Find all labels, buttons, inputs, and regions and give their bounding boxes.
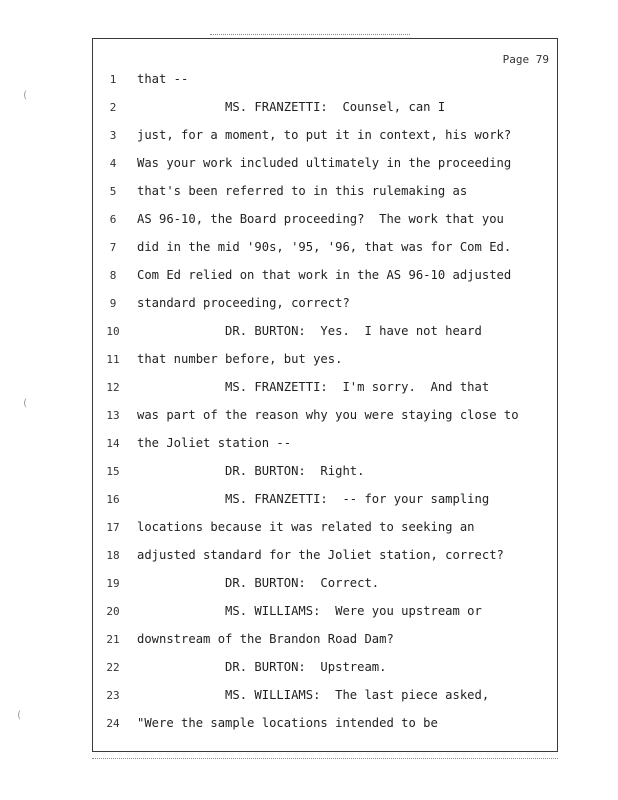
line-number: 2 (109, 101, 117, 114)
line-number: 15 (106, 465, 120, 478)
hole-punch-mark: ( (22, 90, 29, 101)
footer-scan-rule (92, 758, 558, 759)
transcript-line: DR. BURTON: Right. (137, 464, 365, 478)
transcript-line: just, for a moment, to put it in context, his work? (137, 128, 512, 142)
line-number: 12 (106, 381, 120, 394)
line-number: 19 (106, 577, 120, 590)
line-number: 13 (106, 409, 120, 422)
line-number: 21 (106, 633, 120, 646)
transcript-line: AS 96-10, the Board proceeding? The work that you (137, 212, 504, 226)
line-number: 1 (109, 73, 117, 86)
line-number: 11 (106, 353, 120, 366)
transcript-page (92, 38, 558, 752)
transcript-line: downstream of the Brandon Road Dam? (137, 632, 394, 646)
transcript-line: DR. BURTON: Upstream. (137, 660, 387, 674)
line-number: 16 (106, 493, 120, 506)
line-number: 18 (106, 549, 120, 562)
line-number: 10 (106, 325, 120, 338)
transcript-line: DR. BURTON: Yes. I have not heard (137, 324, 482, 338)
transcript-line: MS. FRANZETTI: -- for your sampling (137, 492, 490, 506)
hole-punch-mark: ( (22, 398, 29, 409)
line-number: 14 (106, 437, 120, 450)
transcript-line: DR. BURTON: Correct. (137, 576, 380, 590)
line-number: 23 (106, 689, 120, 702)
line-number: 7 (109, 241, 117, 254)
line-number: 20 (106, 605, 120, 618)
line-number: 3 (109, 129, 117, 142)
transcript-line: Com Ed relied on that work in the AS 96-10 adjusted (137, 268, 512, 282)
line-number: 4 (109, 157, 117, 170)
transcript-line: MS. FRANZETTI: Counsel, can I (137, 100, 446, 114)
transcript-line: "Were the sample locations intended to be (137, 716, 438, 730)
transcript-line: that -- (137, 72, 189, 86)
transcript-line: did in the mid '90s, '95, '96, that was for Com Ed. (137, 240, 512, 254)
transcript-line: that's been referred to in this rulemaking as (137, 184, 468, 198)
line-number: 5 (109, 185, 117, 198)
header-scan-rule (210, 34, 410, 35)
transcript-line: standard proceeding, correct? (137, 296, 350, 310)
transcript-line: that number before, but yes. (137, 352, 343, 366)
line-number: 9 (109, 297, 117, 310)
transcript-line: locations because it was related to seeking an (137, 520, 475, 534)
line-number: 22 (106, 661, 120, 674)
transcript-line: the Joliet station -- (137, 436, 292, 450)
transcript-line: MS. FRANZETTI: I'm sorry. And that (137, 380, 490, 394)
transcript-line: MS. WILLIAMS: The last piece asked, (137, 688, 490, 702)
line-number: 8 (109, 269, 117, 282)
line-number: 17 (106, 521, 120, 534)
transcript-line: MS. WILLIAMS: Were you upstream or (137, 604, 482, 618)
line-number: 6 (109, 213, 117, 226)
transcript-line: was part of the reason why you were staying close to (137, 408, 519, 422)
hole-punch-mark: ( (16, 710, 23, 721)
transcript-line: adjusted standard for the Joliet station, correct? (137, 548, 504, 562)
line-number: 24 (106, 717, 120, 730)
transcript-line: Was your work included ultimately in the proceeding (137, 156, 512, 170)
page-number: Page 79 (502, 53, 549, 66)
